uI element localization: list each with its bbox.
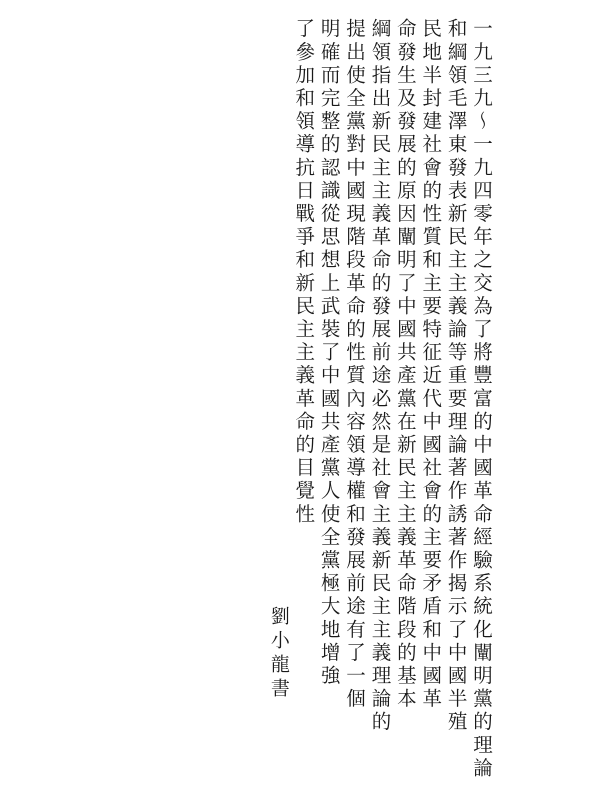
text-column-7: 明確而完整的認識從思想上武裝了中國共產黨人使全黨極大地增強 [317, 18, 341, 688]
calligraphy-text-block [112, 18, 494, 781]
text-column-6: 提出使全黨對中國現階段革命的性質內容領導權和發展前途有了一個 [343, 18, 367, 711]
signature-column: 劉小龍書 [267, 606, 290, 702]
text-column-3: 民地半封建社會的性質和主要特征近代中國社會的主要矛盾和中國革 [419, 18, 443, 711]
text-column-4: 命發生及發展的原因闡明了中國共產黨在新民主主義革命階段的基本 [393, 18, 417, 711]
text-column-5: 綱領指出新民主主義革命的發展前途必然是社會主義新民主主義理論的 [368, 18, 392, 735]
text-column-1: 一九三九～一九四零年之交為了將豐富的中國革命經驗系統化闡明黨的理論 [470, 18, 493, 781]
text-column-2: 和綱領毛澤東發表新民主主義論等重要理論著作誘著作揭示了中國半殖 [444, 18, 468, 735]
text-column-8: 了參加和領導抗日戰爭和新民主主義革命的目覺性 [292, 18, 316, 527]
